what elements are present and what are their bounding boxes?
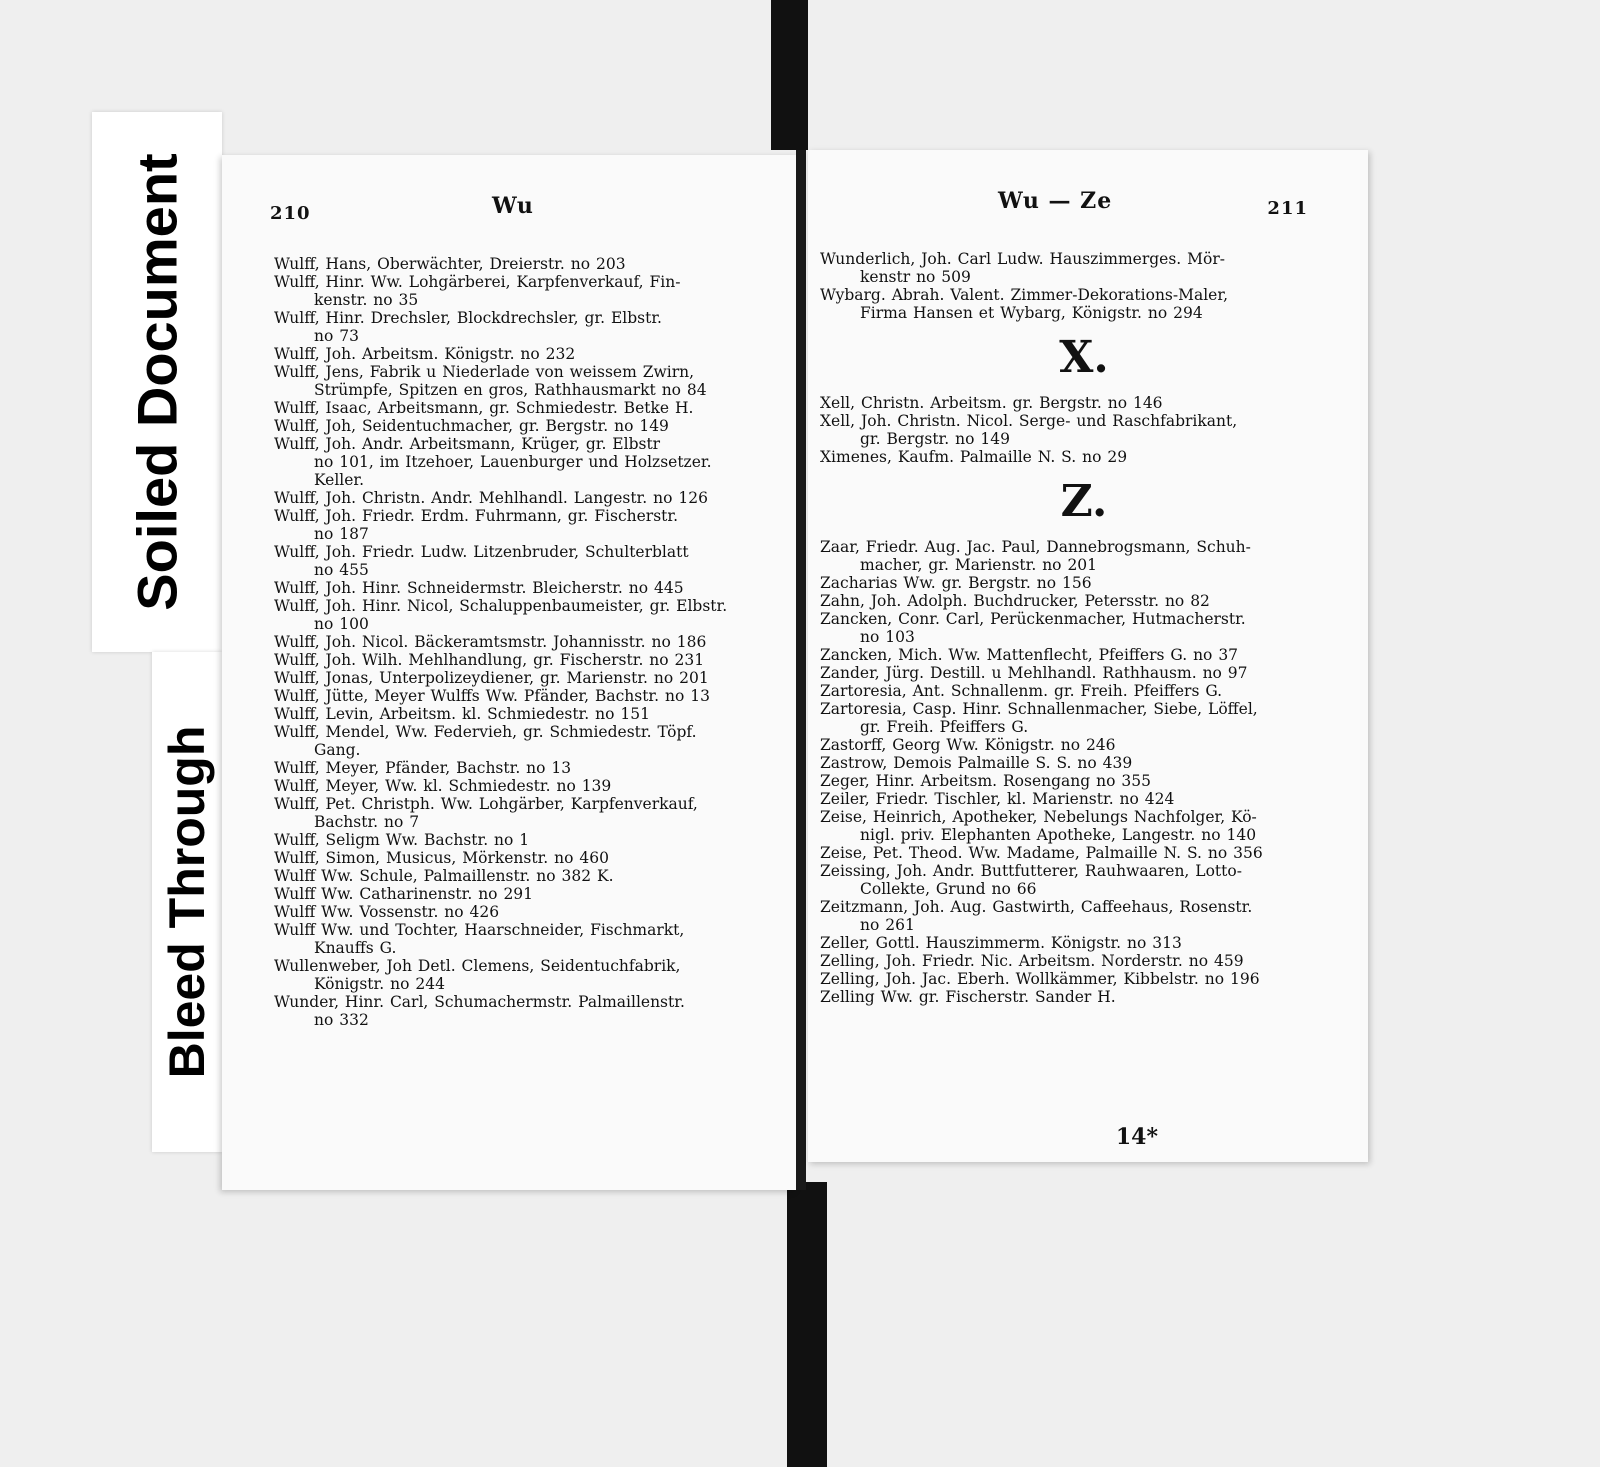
entry-line: Zaar, Friedr. Aug. Jac. Paul, Dannebrogsmann, Schuh- [820, 538, 1251, 556]
entry-line: Wulff, Joh, Seidentuchmacher, gr. Bergstr. no 149 [274, 417, 669, 435]
right-entry-list [820, 250, 1348, 1006]
entry-line: Wulff, Meyer, Pfänder, Bachstr. no 13 [274, 759, 572, 777]
directory-entry [820, 700, 1348, 736]
directory-entry [274, 885, 783, 903]
directory-entry [274, 543, 783, 579]
entry-continuation: Strümpfe, Spitzen en gros, Rathhausmarkt no 84 [314, 381, 707, 399]
directory-entry [820, 574, 1348, 592]
directory-entry [820, 952, 1348, 970]
soiled-document-label [92, 112, 222, 652]
binding-strip-top [771, 0, 808, 150]
entry-line: Zancken, Conr. Carl, Perückenmacher, Hutmacherstr. [820, 610, 1246, 628]
entry-continuation: no 100 [314, 615, 369, 633]
directory-entry [274, 687, 783, 705]
binding-strip-bottom [787, 1182, 827, 1467]
entry-line: Xell, Joh. Christn. Nicol. Serge- und Raschfabrikant, [820, 412, 1238, 430]
entry-line: Wulff, Joh. Hinr. Schneidermstr. Bleicherstr. no 445 [274, 579, 684, 597]
entry-line: Wybarg. Abrah. Valent. Zimmer-Dekorations-Maler, [820, 286, 1228, 304]
entry-continuation: Firma Hansen et Wybarg, Königstr. no 294 [860, 304, 1203, 322]
directory-entry [274, 651, 783, 669]
directory-entry [820, 394, 1348, 412]
directory-entry [274, 795, 783, 831]
entry-continuation: macher, gr. Marienstr. no 201 [860, 556, 1098, 574]
entry-continuation: no 455 [314, 561, 369, 579]
directory-entry [820, 610, 1348, 646]
left-page [222, 155, 797, 1190]
entry-line: Wulff, Joh. Nicol. Bäckeramtsmstr. Johannisstr. no 186 [274, 633, 707, 651]
directory-entry [820, 664, 1348, 682]
directory-entry [820, 754, 1348, 772]
directory-entry [274, 849, 783, 867]
entry-line: Zastrow, Demois Palmaille S. S. no 439 [820, 754, 1133, 772]
entry-line: Zahn, Joh. Adolph. Buchdrucker, Petersstr. no 82 [820, 592, 1210, 610]
directory-entry [820, 988, 1348, 1006]
entries-z-block [820, 538, 1348, 1006]
section-letter-x: X. [1059, 332, 1109, 383]
soiled-document-text: Soiled Document [125, 153, 189, 611]
right-page-heading: Wu — Ze [998, 188, 1113, 214]
directory-entry [274, 705, 783, 723]
entry-continuation: gr. Bergstr. no 149 [860, 430, 1010, 448]
entry-line: Wulff, Joh. Hinr. Nicol, Schaluppenbaumeister, gr. Elbstr. [274, 597, 728, 615]
entry-line: Wullenweber, Joh Detl. Clemens, Seidentuchfabrik, [274, 957, 681, 975]
directory-entry [274, 435, 783, 489]
entry-line: Wulff, Jütte, Meyer Wulffs Ww. Pfänder, Bachstr. no 13 [274, 687, 710, 705]
directory-entry [820, 736, 1348, 754]
entry-line: Zeise, Heinrich, Apotheker, Nebelungs Nachfolger, Kö- [820, 808, 1257, 826]
directory-entry [274, 417, 783, 435]
entry-line: Wulff, Simon, Musicus, Mörkenstr. no 460 [274, 849, 609, 867]
left-entry-list [274, 255, 783, 1029]
directory-entry [820, 772, 1348, 790]
directory-entry [274, 669, 783, 687]
directory-entry [820, 898, 1348, 934]
directory-entry [820, 592, 1348, 610]
signature-mark: 14* [1115, 1124, 1158, 1150]
directory-entry [274, 489, 783, 507]
entry-continuation: Collekte, Grund no 66 [860, 880, 1037, 898]
directory-entry [274, 867, 783, 885]
book-gutter [796, 150, 806, 1190]
directory-entry [274, 633, 783, 651]
entry-line: Wulff, Meyer, Ww. kl. Schmiedestr. no 139 [274, 777, 612, 795]
entry-continuation: Königstr. no 244 [314, 975, 445, 993]
directory-entry [820, 862, 1348, 898]
entries-x-block [820, 394, 1348, 466]
entry-line: Zelling, Joh. Friedr. Nic. Arbeitsm. Norderstr. no 459 [820, 952, 1244, 970]
entry-line: Wulff, Joh. Arbeitsm. Königstr. no 232 [274, 345, 576, 363]
directory-entry [274, 273, 783, 309]
entry-line: Wulff, Seligm Ww. Bachstr. no 1 [274, 831, 530, 849]
bleed-through-label [152, 652, 222, 1152]
entry-line: Wulff, Pet. Christph. Ww. Lohgärber, Karpfenverkauf, [274, 795, 698, 813]
entry-continuation: Keller. [314, 471, 365, 489]
entry-line: Wulff, Hinr. Drechsler, Blockdrechsler, gr. Elbstr. [274, 309, 662, 327]
entry-continuation: no 332 [314, 1011, 369, 1029]
entry-line: Wunderlich, Joh. Carl Ludw. Hauszimmerges. Mör- [820, 250, 1226, 268]
entry-line: Zelling Ww. gr. Fischerstr. Sander H. [820, 988, 1116, 1006]
left-page-heading: Wu [492, 193, 534, 219]
entry-line: Wulff Ww. Schule, Palmaillenstr. no 382 K. [274, 867, 614, 885]
directory-entry [274, 831, 783, 849]
entry-continuation: kenstr no 509 [860, 268, 971, 286]
entry-line: Zeise, Pet. Theod. Ww. Madame, Palmaille N. S. no 356 [820, 844, 1263, 862]
entry-line: Wulff Ww. Catharinenstr. no 291 [274, 885, 534, 903]
entry-line: Wulff, Hinr. Ww. Lohgärberei, Karpfenverkauf, Fin- [274, 273, 681, 291]
entry-line: Wulff, Isaac, Arbeitsmann, gr. Schmiedestr. Betke H. [274, 399, 694, 417]
entry-line: Wulff, Mendel, Ww. Federvieh, gr. Schmiedestr. Töpf. [274, 723, 697, 741]
right-page [808, 150, 1368, 1162]
entry-line: Zartoresia, Casp. Hinr. Schnallenmacher, Siebe, Löffel, [820, 700, 1258, 718]
entry-line: Wulff, Hans, Oberwächter, Dreierstr. no 203 [274, 255, 626, 273]
directory-entry [274, 399, 783, 417]
entry-line: Wulff, Levin, Arbeitsm. kl. Schmiedestr. no 151 [274, 705, 650, 723]
entry-line: Zastorff, Georg Ww. Königstr. no 246 [820, 736, 1116, 754]
directory-entry [820, 808, 1348, 844]
entry-line: Zeller, Gottl. Hauszimmerm. Königstr. no 313 [820, 934, 1182, 952]
entry-line: Zelling, Joh. Jac. Eberh. Wollkämmer, Kibbelstr. no 196 [820, 970, 1260, 988]
bleed-through-text: Bleed Through [159, 725, 215, 1079]
entry-line: Zeiler, Friedr. Tischler, kl. Marienstr. no 424 [820, 790, 1175, 808]
entry-continuation: no 103 [860, 628, 915, 646]
entry-line: Zander, Jürg. Destill. u Mehlhandl. Rathhausm. no 97 [820, 664, 1248, 682]
directory-entry [820, 934, 1348, 952]
directory-entry [274, 957, 783, 993]
entry-continuation: no 187 [314, 525, 369, 543]
entry-continuation: nigl. priv. Elephanten Apotheke, Langestr. no 140 [860, 826, 1257, 844]
section-letter-z: Z. [1060, 476, 1108, 527]
directory-entry [274, 723, 783, 759]
entry-line: Zeissing, Joh. Andr. Buttfutterer, Rauhwaaren, Lotto- [820, 862, 1242, 880]
entry-continuation: gr. Freih. Pfeiffers G. [860, 718, 1029, 736]
entry-line: Zancken, Mich. Ww. Mattenflecht, Pfeiffers G. no 37 [820, 646, 1239, 664]
directory-entry [274, 309, 783, 345]
entry-continuation: Gang. [314, 741, 361, 759]
directory-entry [820, 286, 1348, 322]
left-page-number: 210 [270, 203, 311, 224]
entry-continuation: no 101, im Itzehoer, Lauenburger und Holzsetzer. [314, 453, 712, 471]
entry-line: Zeitzmann, Joh. Aug. Gastwirth, Caffeehaus, Rosenstr. [820, 898, 1253, 916]
entry-line: Wulff, Jens, Fabrik u Niederlade von weissem Zwirn, [274, 363, 695, 381]
directory-entry [820, 970, 1348, 988]
directory-entry [274, 921, 783, 957]
entry-line: Zacharias Ww. gr. Bergstr. no 156 [820, 574, 1092, 592]
entry-line: Wulff, Joh. Wilh. Mehlhandlung, gr. Fischerstr. no 231 [274, 651, 705, 669]
entry-continuation: kenstr. no 35 [314, 291, 419, 309]
directory-entry [274, 993, 783, 1029]
directory-entry [820, 250, 1348, 286]
entry-line: Wulff, Joh. Andr. Arbeitsmann, Krüger, gr. Elbstr [274, 435, 661, 453]
directory-entry [274, 255, 783, 273]
directory-entry [274, 579, 783, 597]
entry-line: Xell, Christn. Arbeitsm. gr. Bergstr. no 146 [820, 394, 1163, 412]
directory-entry [274, 363, 783, 399]
directory-entry [820, 682, 1348, 700]
entry-continuation: Bachstr. no 7 [314, 813, 420, 831]
directory-entry [274, 759, 783, 777]
entry-line: Wulff Ww. und Tochter, Haarschneider, Fischmarkt, [274, 921, 685, 939]
directory-entry [820, 646, 1348, 664]
entry-line: Wulff, Jonas, Unterpolizeydiener, gr. Marienstr. no 201 [274, 669, 709, 687]
directory-entry [820, 448, 1348, 466]
entries-w-block [820, 250, 1348, 322]
right-page-number: 211 [1267, 198, 1308, 219]
entry-line: Ximenes, Kaufm. Palmaille N. S. no 29 [820, 448, 1128, 466]
directory-entry [274, 903, 783, 921]
entry-continuation: no 73 [314, 327, 359, 345]
directory-entry [820, 844, 1348, 862]
entry-line: Wulff, Joh. Friedr. Ludw. Litzenbruder, Schulterblatt [274, 543, 689, 561]
directory-entry [820, 412, 1348, 448]
entry-line: Wunder, Hinr. Carl, Schumachermstr. Palmaillenstr. [274, 993, 685, 1011]
directory-entry [820, 538, 1348, 574]
directory-entry [274, 345, 783, 363]
entry-line: Zeger, Hinr. Arbeitsm. Rosengang no 355 [820, 772, 1151, 790]
directory-entry [274, 777, 783, 795]
entry-continuation: no 261 [860, 916, 915, 934]
entry-continuation: Knauffs G. [314, 939, 397, 957]
entry-line: Zartoresia, Ant. Schnallenm. gr. Freih. Pfeiffers G. [820, 682, 1223, 700]
entry-line: Wulff, Joh. Friedr. Erdm. Fuhrmann, gr. Fischerstr. [274, 507, 679, 525]
directory-entry [820, 790, 1348, 808]
directory-entry [274, 507, 783, 543]
entry-line: Wulff Ww. Vossenstr. no 426 [274, 903, 500, 921]
directory-entry [274, 597, 783, 633]
entry-line: Wulff, Joh. Christn. Andr. Mehlhandl. Langestr. no 126 [274, 489, 708, 507]
